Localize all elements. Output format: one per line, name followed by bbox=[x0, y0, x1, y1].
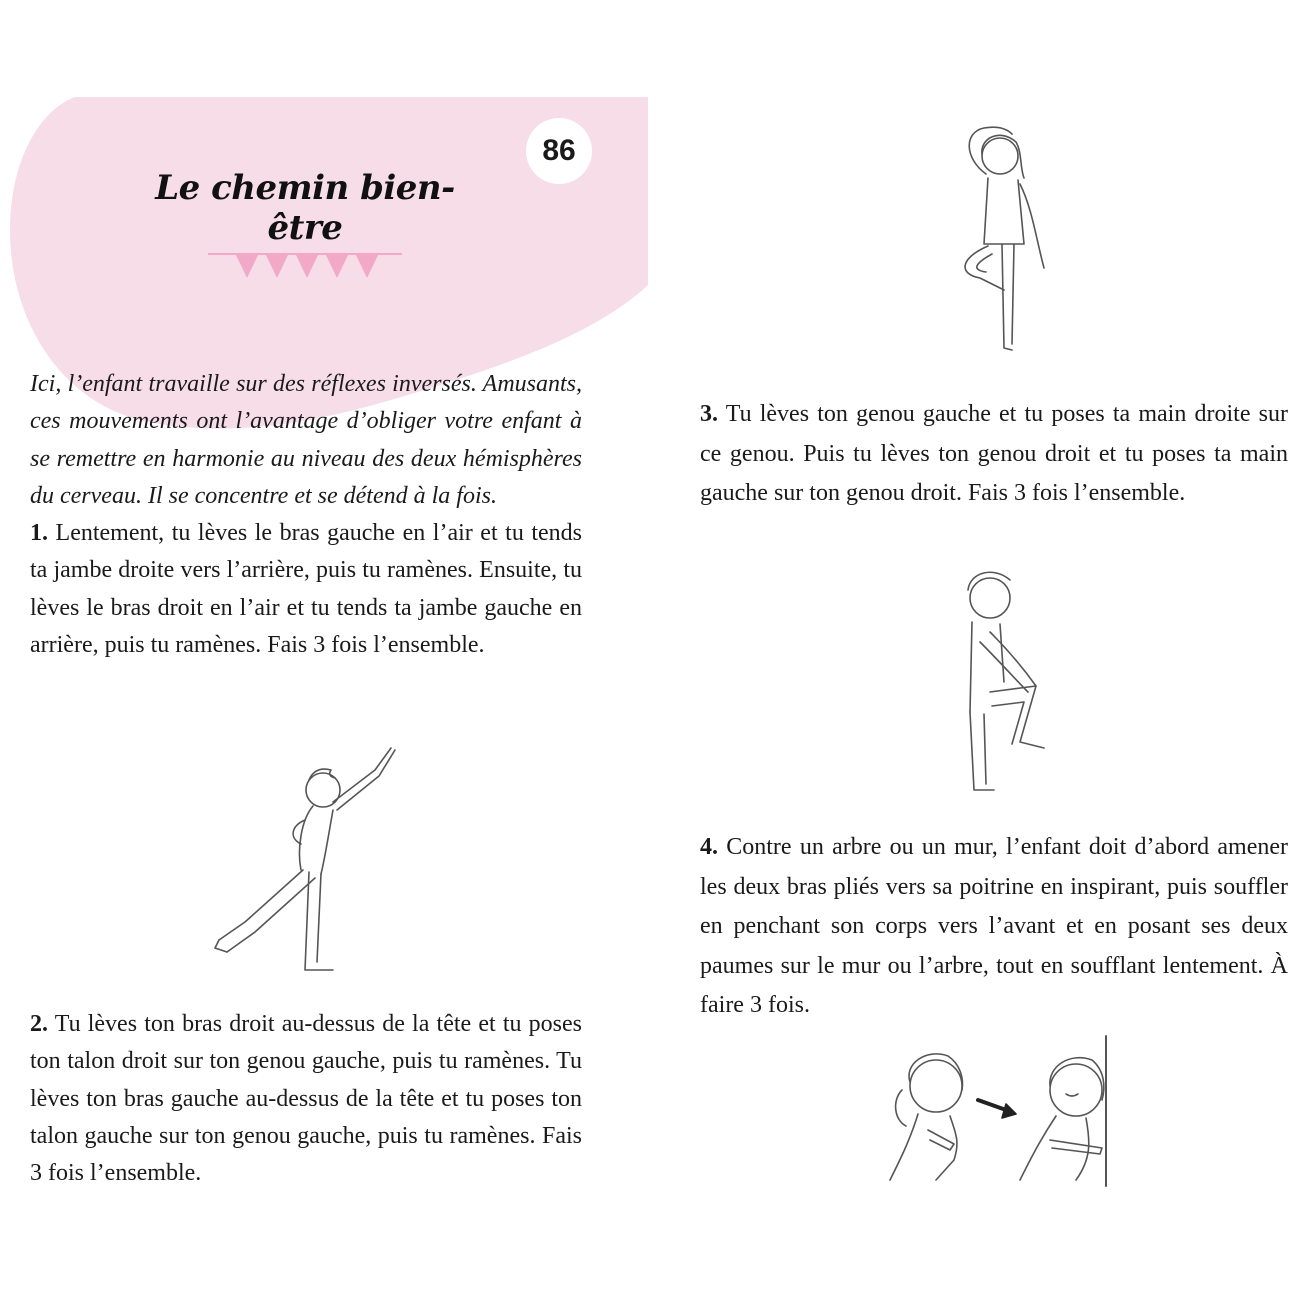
step-4-block bbox=[700, 828, 1288, 1026]
step-2-number: 2. bbox=[30, 1011, 48, 1037]
boy-arm-raised-leg-back-illustration-icon bbox=[205, 740, 415, 980]
step-3-text: Tu lèves ton genou gauche et tu poses ta main droite sur ce genou. Puis tu lèves ton genou droit et tu poses ta main gauche sur ton genou droit. Fais 3 fois l’ensemble. bbox=[700, 401, 1288, 506]
step-2-paragraph bbox=[30, 1006, 582, 1192]
illustration-step-2 bbox=[940, 118, 1060, 363]
page-title: Le chemin bien-être bbox=[155, 168, 455, 248]
intro-paragraph: Ici, l’enfant travaille sur des réflexes inversés. Amusants, ces mouvements ont l’avantage d’obliger votre enfant à se remettre en harmonie au niveau des deux hémisphères du cerveau. Il se concentre et se détend à la fois. bbox=[30, 371, 582, 509]
girl-hand-on-head-foot-on-knee-illustration-icon bbox=[940, 118, 1060, 363]
step-1-number: 1. bbox=[30, 520, 48, 547]
girl-breathing-against-wall-illustration-icon bbox=[880, 1030, 1150, 1190]
intro-and-step-1 bbox=[30, 366, 582, 664]
illustration-step-1 bbox=[205, 740, 415, 980]
step-4-paragraph bbox=[700, 828, 1288, 1026]
step-4-number: 4. bbox=[700, 834, 718, 860]
step-3-paragraph bbox=[700, 395, 1288, 514]
illustration-step-4 bbox=[880, 1030, 1150, 1190]
step-1-paragraph bbox=[30, 515, 582, 664]
page-number: 86 bbox=[526, 118, 592, 184]
illustration-step-3 bbox=[950, 562, 1060, 797]
boy-hand-on-raised-knee-illustration-icon bbox=[950, 562, 1060, 797]
step-3-block bbox=[700, 395, 1288, 514]
bunting-decoration bbox=[206, 250, 406, 282]
step-3-number: 3. bbox=[700, 401, 718, 427]
step-1-text: Lentement, tu lèves le bras gauche en l’air et tu tends ta jambe droite vers l’arrière, puis tu ramènes. Ensuite, tu lèves le bras droit en l’air et tu tends ta jambe gauche en arrière, puis tu ramènes. Fais 3 fois l’ensemble. bbox=[30, 520, 583, 659]
step-4-text: Contre un arbre ou un mur, l’enfant doit d’abord amener les deux bras pliés vers sa poitrine en inspirant, puis souffler en penchant son corps vers l’avant et en posant ses deux paumes sur le mur ou l’arbre, tout en soufflant lentement. À faire 3 fois. bbox=[700, 834, 1288, 1018]
step-2-block bbox=[30, 1006, 582, 1192]
step-2-text: Tu lèves ton bras droit au-dessus de la tête et tu poses ton talon droit sur ton genou gauche, puis tu ramènes. Tu lèves ton bras gauche au-dessus de la tête et tu poses ton talon gauche sur ton genou gauche, puis tu ramènes. Fais 3 fois l’ensemble. bbox=[30, 1011, 582, 1187]
